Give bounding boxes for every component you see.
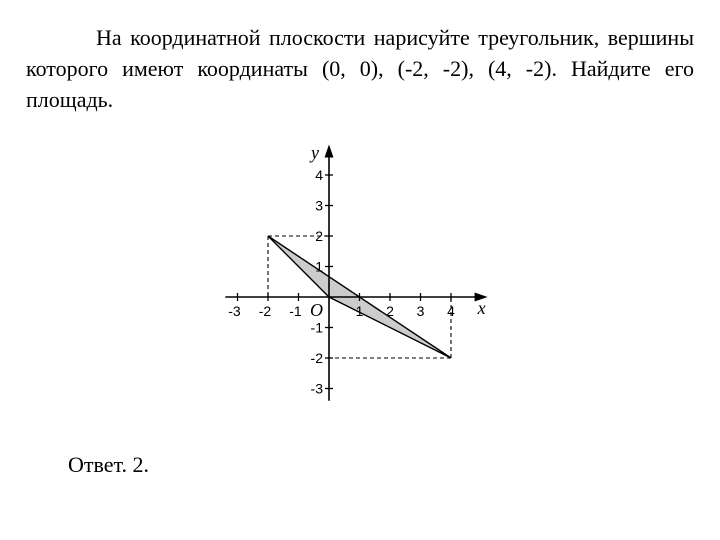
tick-labels [228,167,455,397]
coordinate-plane-figure [210,140,510,410]
x-axis-label: x [477,298,486,318]
y-tick-label: -1 [310,319,323,336]
x-tick-label: -3 [228,303,241,319]
y-tick-label: 3 [315,197,323,214]
x-tick-label: 4 [447,303,455,319]
y-axis-arrowhead [325,145,334,158]
y-tick-label: -2 [310,350,323,366]
x-tick-label: 3 [416,303,425,319]
origin-label: O [310,300,323,320]
problem-text: На координатной плоскости нарисуйте треугольник, вершины которого имеют координаты (0, 0), (-2, -2), (4, -2). Найдите его площадь. [26,25,694,112]
y-tick-label: 1 [315,258,323,275]
x-tick-label: -2 [258,303,272,319]
y-axis-label: y [311,142,319,163]
y-tick-label: -3 [310,380,323,397]
y-tick-label: 4 [315,167,323,183]
answer-text: Ответ. 2. [68,452,149,477]
x-tick-label: -1 [289,303,302,319]
y-tick-label: 2 [315,228,323,244]
axes [225,142,487,401]
axis-ticks [238,175,452,389]
x-tick-label: 2 [386,303,394,319]
x-tick-label: 1 [355,303,364,319]
